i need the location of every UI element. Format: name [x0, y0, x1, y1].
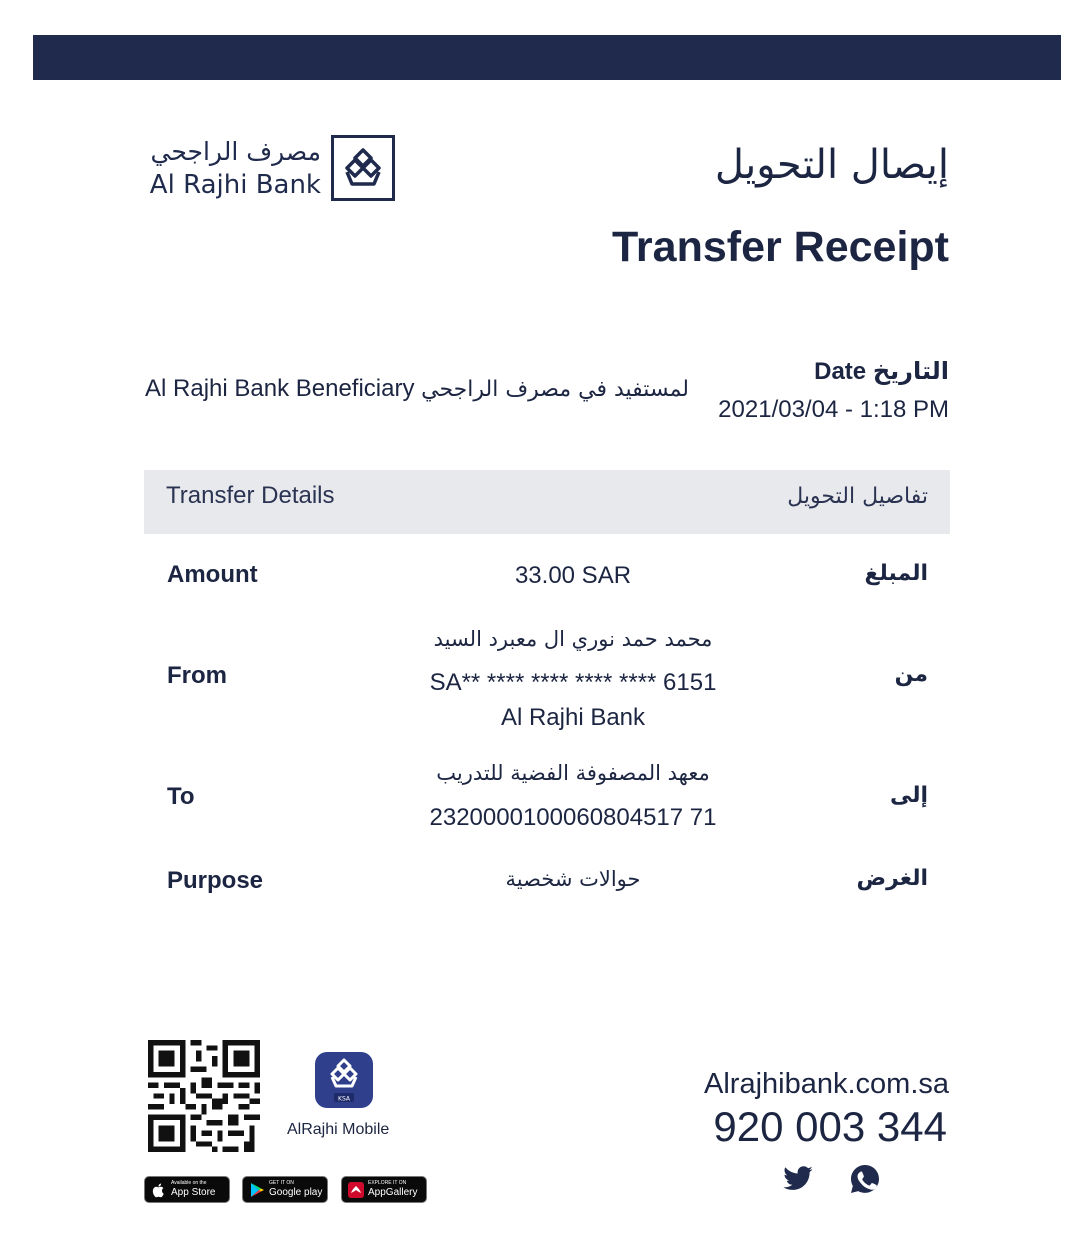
date-label	[814, 357, 949, 386]
beneficiary-type	[145, 375, 689, 403]
from-bank: Al Rajhi Bank	[500, 704, 646, 731]
al-rajhi-logo-icon	[331, 135, 395, 201]
google-play-icon	[249, 1182, 265, 1198]
apple-icon	[151, 1182, 167, 1198]
to-label-ar: إلى	[889, 783, 928, 808]
date-label-en: Date	[814, 358, 867, 385]
purpose-label-ar: الغرض	[856, 866, 928, 891]
details-header-english: Transfer Details	[166, 482, 335, 509]
transfer-details-header	[144, 470, 950, 534]
from-label-ar: من	[894, 662, 928, 687]
app-name: AlRajhi Mobile	[287, 1121, 390, 1138]
app-badge-text: KSA	[338, 1095, 350, 1103]
twitter-icon[interactable]	[781, 1163, 815, 1195]
app-gallery-small: EXPLORE IT ON	[368, 1180, 407, 1186]
alrajhi-mobile-app-icon[interactable]	[315, 1052, 373, 1108]
phone-number[interactable]: 920 003 344	[713, 1103, 947, 1150]
qr-code[interactable]	[147, 1040, 261, 1152]
app-store-big: App Store	[171, 1187, 216, 1198]
google-play-big: Google play	[269, 1187, 323, 1198]
amount-label-en: Amount	[167, 561, 258, 588]
purpose-value: حوالات شخصية	[505, 867, 641, 891]
from-name: محمد حمد نوري ال معبرد السيد	[433, 627, 713, 651]
from-label-en: From	[167, 662, 227, 689]
title-arabic: إيصال التحويل	[714, 142, 949, 188]
from-account: SA** **** **** **** **** 6151	[429, 669, 717, 696]
logo-text	[150, 135, 321, 201]
to-label-en: To	[167, 783, 195, 810]
whatsapp-icon[interactable]	[849, 1163, 881, 1195]
purpose-label-en: Purpose	[167, 867, 264, 894]
bank-logo	[145, 135, 395, 203]
app-store-badge[interactable]	[144, 1176, 230, 1203]
google-play-badge[interactable]	[242, 1176, 328, 1203]
to-account: 2320000100060804517 71	[429, 804, 717, 831]
app-store-small: Available on the	[171, 1180, 207, 1186]
amount-value: 33.00 SAR	[514, 562, 632, 589]
beneficiary-arabic: لمستفيد في مصرف الراجحي	[421, 377, 689, 402]
huawei-icon	[348, 1182, 364, 1198]
top-bar	[33, 35, 1061, 80]
date-value: 2021/03/04 - 1:18 PM	[718, 396, 949, 423]
beneficiary-english: Al Rajhi Bank Beneficiary	[145, 375, 415, 402]
title-english: Transfer Receipt	[612, 223, 949, 271]
details-header-arabic: تفاصيل التحويل	[787, 484, 928, 509]
website-link[interactable]: Alrajhibank.com.sa	[704, 1068, 949, 1100]
amount-label-ar: المبلغ	[864, 561, 928, 586]
app-gallery-big: AppGallery	[368, 1187, 418, 1198]
logo-arabic-name: مصرف الراجحي	[150, 137, 321, 166]
google-play-small: GET IT ON	[269, 1180, 294, 1186]
app-gallery-badge[interactable]	[341, 1176, 427, 1203]
date-label-ar: التاريخ	[872, 357, 949, 385]
to-name: معهد المصفوفة الفضية للتدريب	[436, 761, 710, 785]
logo-english-name: Al Rajhi Bank	[149, 170, 321, 200]
